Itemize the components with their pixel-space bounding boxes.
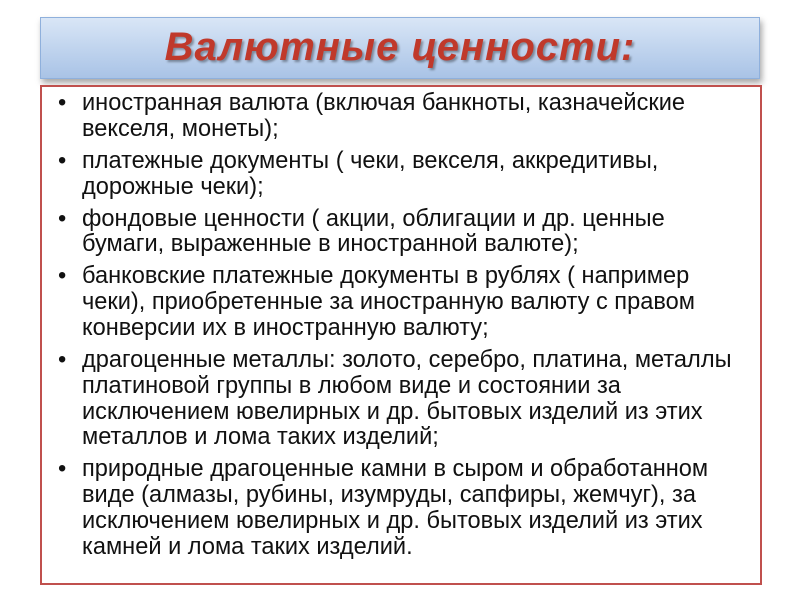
title-bar xyxy=(40,17,760,79)
bullet-icon: • xyxy=(58,90,67,116)
list-item-text: платежные документы ( чеки, векселя, аккредитивы, дорожные чеки); xyxy=(82,147,659,200)
list-item-text: драгоценные металлы: золото, серебро, платина, металлы платиновой группы в любом виде и состоянии за исключением ювелирных и др. бытовых изделий из этих металлов и лома таких изделий; xyxy=(82,346,732,451)
list-item-text: фондовые ценности ( акции, облигации и др. ценные бумаги, выраженные в иностранной валюте); xyxy=(82,205,665,258)
bullet-icon: • xyxy=(58,263,67,290)
list-item xyxy=(58,149,746,201)
list-item xyxy=(58,207,746,259)
list-item-text: банковские платежные документы в рублях ( например чеки), приобретенные за иностранную валюту с правом конверсии их в иностранную валюту; xyxy=(82,263,695,341)
content-box xyxy=(40,85,762,585)
list-item xyxy=(58,348,746,451)
list-item xyxy=(58,91,746,143)
bullet-icon: • xyxy=(58,147,67,174)
list-item xyxy=(58,264,746,341)
bullet-icon: • xyxy=(58,346,67,373)
list-item-text: природные драгоценные камни в сыром и обработанном виде (алмазы, рубины, изумруды, сапфиры, жемчуг), за исключением ювелирных и др. бытовых изделий из этих камней и лома таких изделий. xyxy=(82,456,709,560)
list-item-text: иностранная валюта (включая банкноты, казначейские векселя, монеты); xyxy=(82,90,686,142)
list-item xyxy=(58,457,746,560)
bullet-icon: • xyxy=(58,456,67,483)
bullet-list xyxy=(42,87,760,560)
slide-title: Валютные ценности: xyxy=(164,24,636,69)
bullet-icon: • xyxy=(58,205,67,232)
